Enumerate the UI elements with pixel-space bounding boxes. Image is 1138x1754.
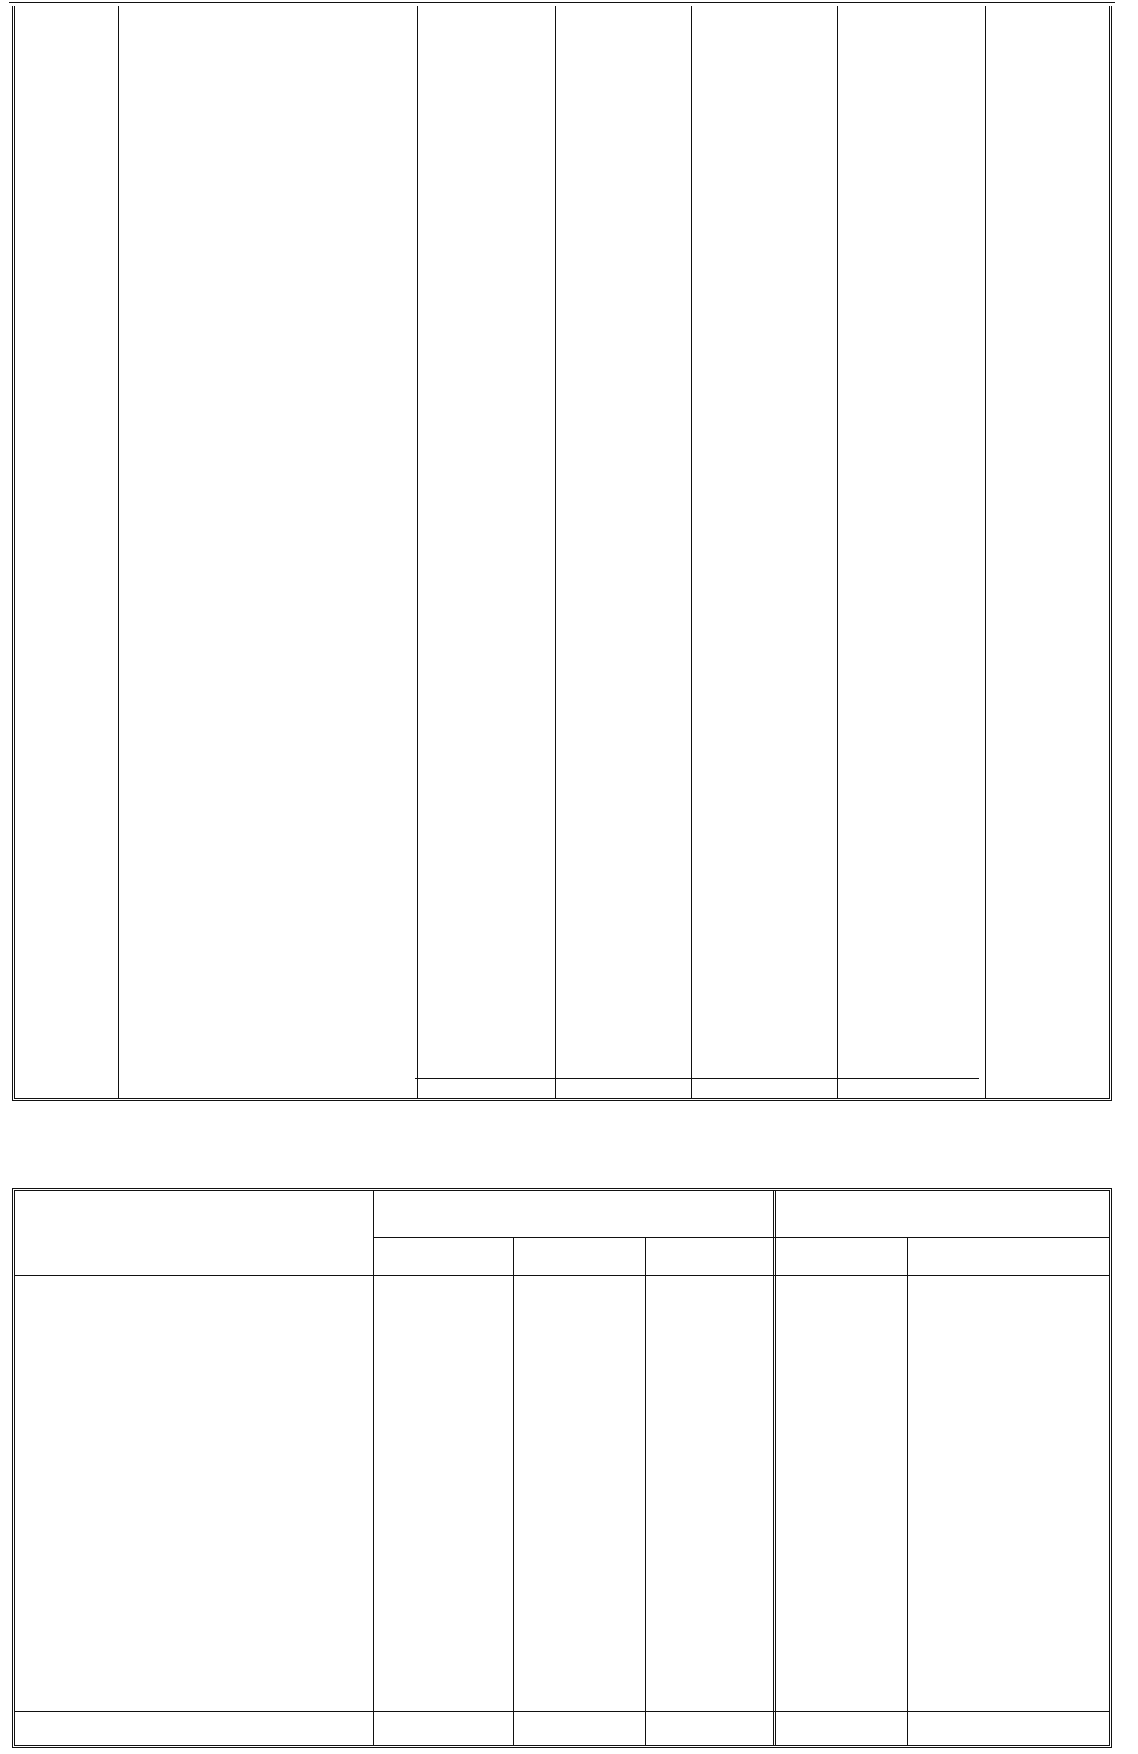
revenue-detail-table [12,6,1112,1101]
document-page [12,0,1112,1754]
summary-table [12,1188,1112,1748]
total-rule [15,1711,1109,1712]
column-divider [555,6,556,1098]
column-divider [985,6,986,1098]
column-divider [907,1237,908,1745]
column-divider [118,6,119,1098]
column-divider [691,6,692,1098]
column-divider [837,6,838,1098]
total-rule [415,1078,979,1079]
top-rule [9,2,1115,3]
header-rule [373,1237,1109,1238]
column-divider [645,1237,646,1745]
header-rule [15,1275,1109,1276]
column-divider [417,6,418,1098]
column-divider [513,1237,514,1745]
